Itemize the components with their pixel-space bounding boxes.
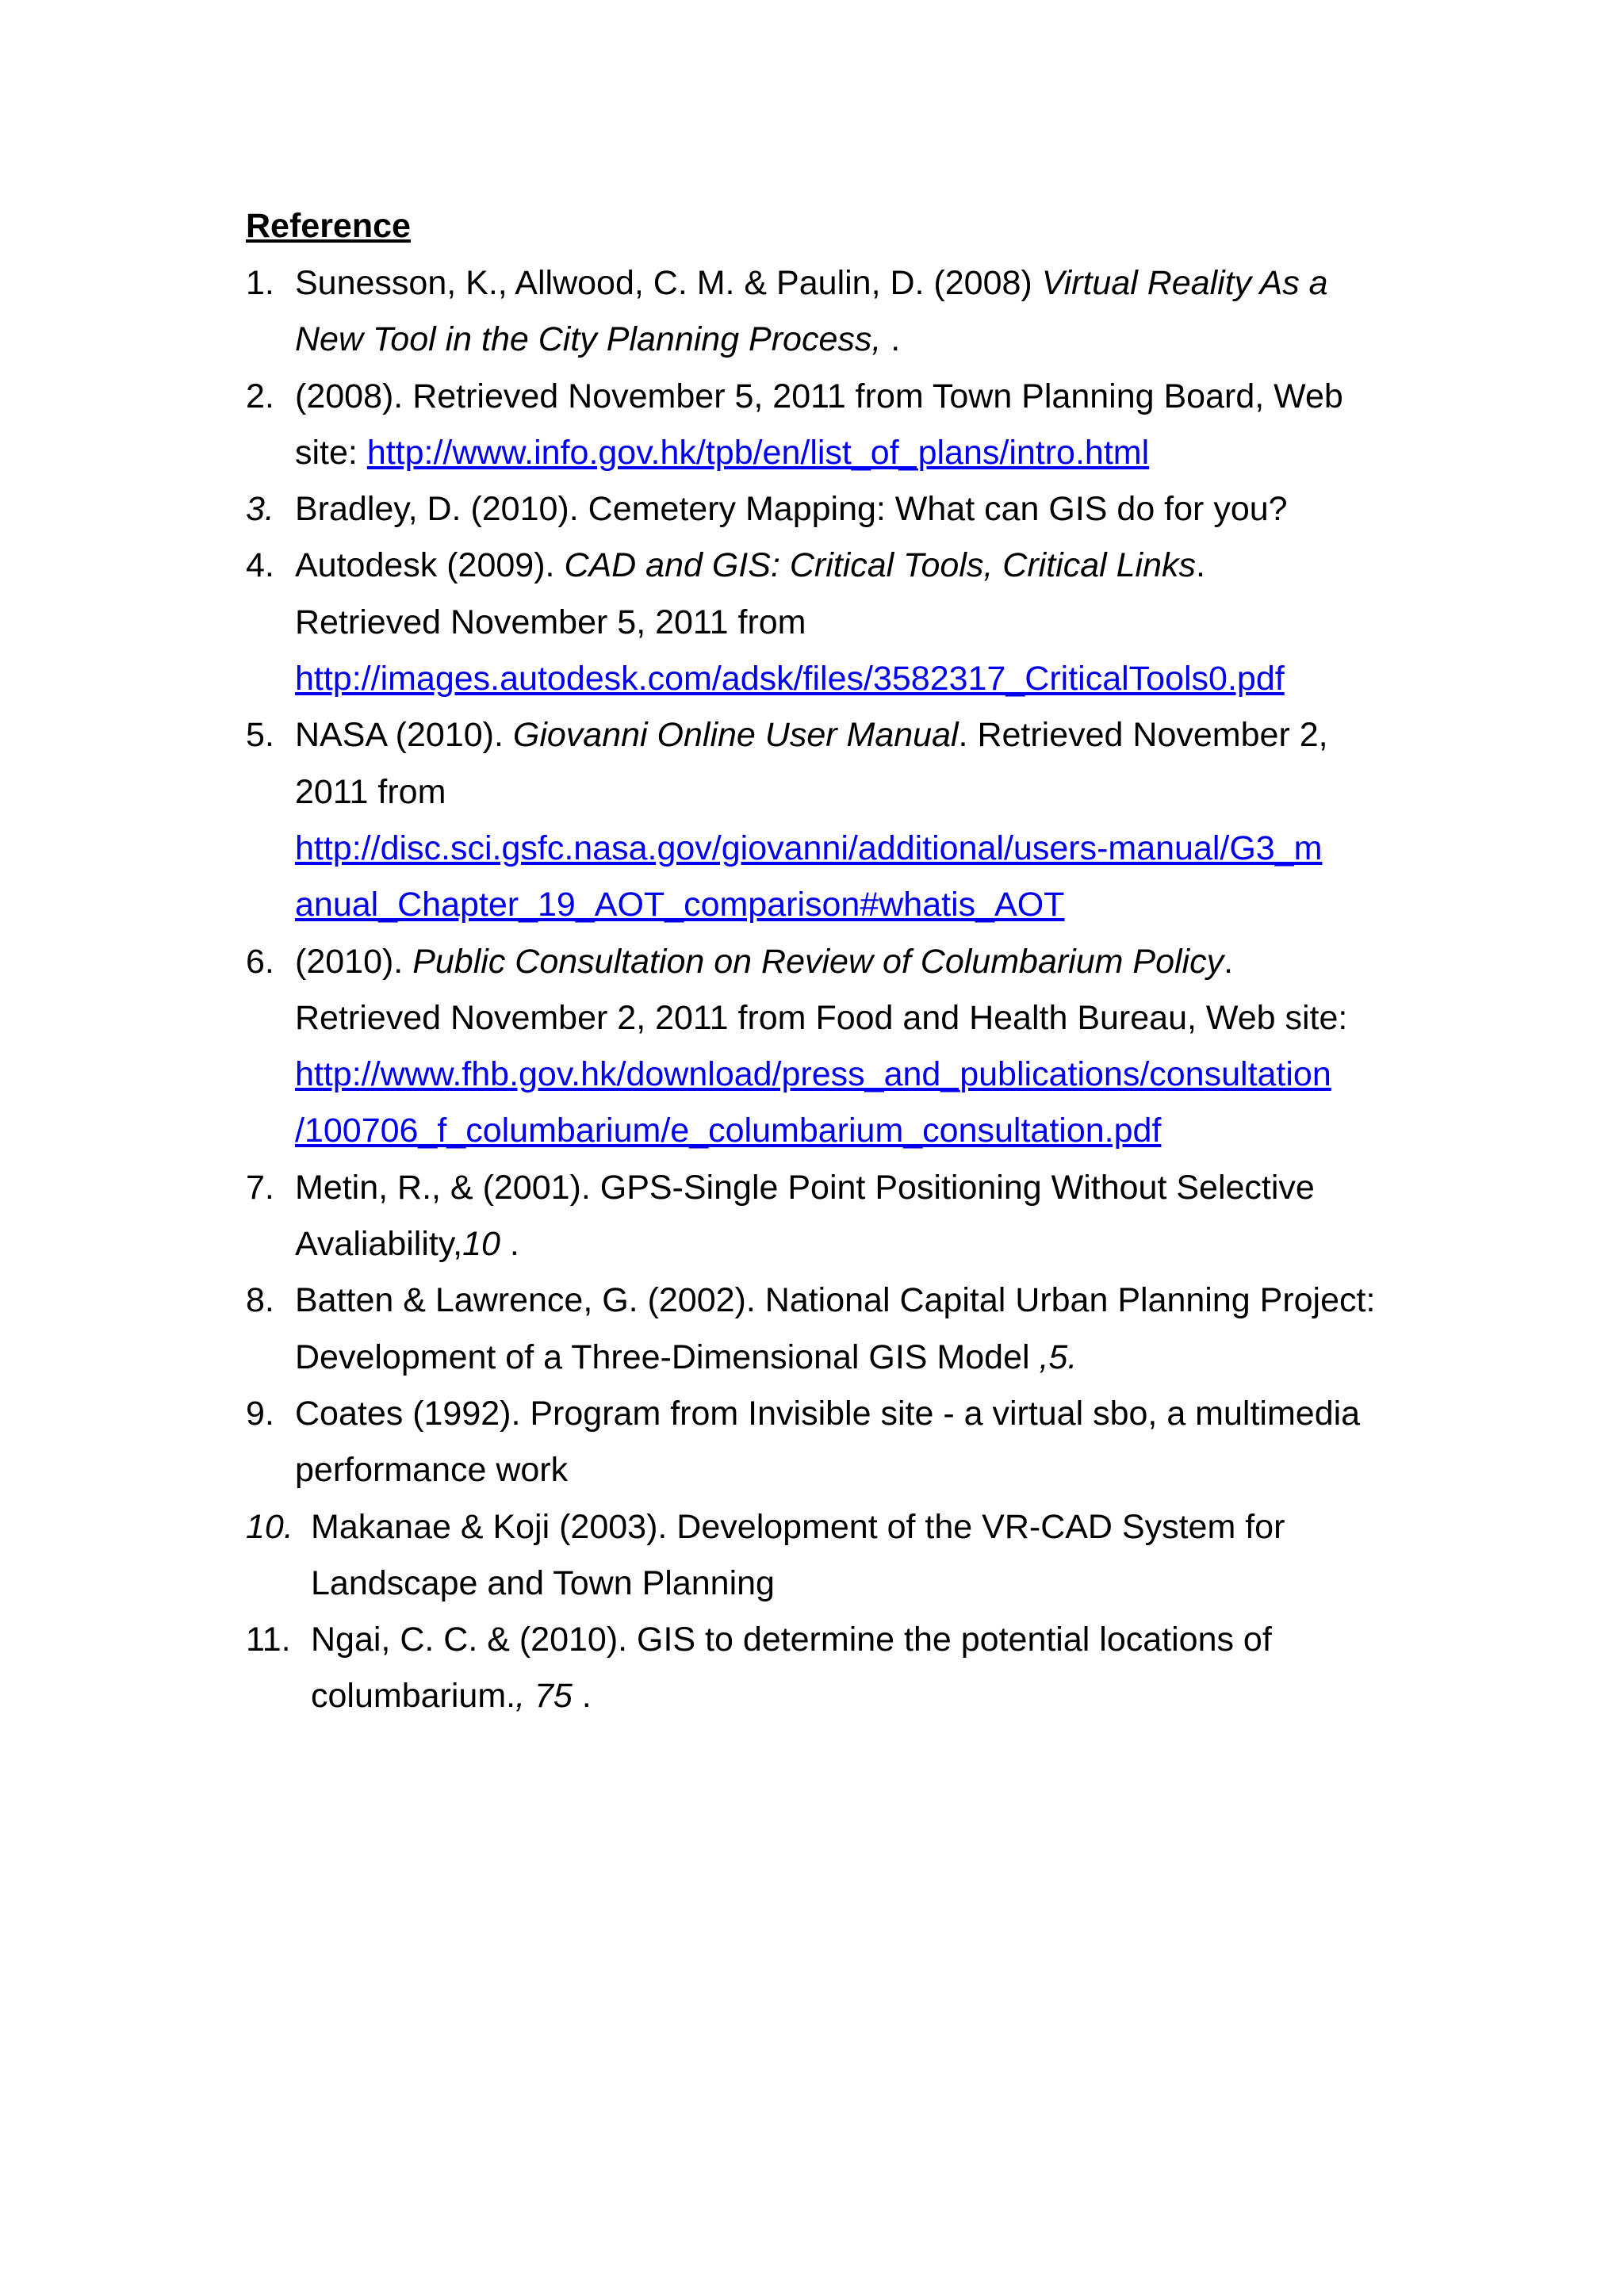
reference-text: Sunesson, K., Allwood, C. M. & Paulin, D. (2008) — [295, 264, 1042, 302]
reference-text: . — [572, 1677, 592, 1716]
reference-number: 10. — [246, 1507, 293, 1546]
reference-item-9 — [246, 1386, 1404, 1499]
reference-item-8 — [246, 1272, 1404, 1386]
reference-item-11 — [246, 1612, 1404, 1725]
reference-title: Giovanni Online User Manual — [512, 716, 959, 755]
reference-volume: ,5. — [1039, 1337, 1078, 1376]
reference-link[interactable]: http://www.fhb.gov.hk/download/press_and_publications/consultation — [295, 1055, 1331, 1094]
reference-number: 11. — [246, 1621, 291, 1659]
reference-link[interactable]: http://disc.sci.gsfc.nasa.gov/giovanni/additional/users-manual/G3_m — [295, 828, 1323, 867]
reference-volume: 10 — [462, 1225, 500, 1264]
reference-link-continued[interactable]: /100706_f_columbarium/e_columbarium_consultation.pdf — [295, 1112, 1162, 1150]
reference-text: Retrieved November 2, 2011 from Food and Health Bureau, Web site: — [295, 998, 1348, 1037]
reference-text: . — [500, 1225, 519, 1264]
reference-number: 6. — [246, 942, 274, 981]
reference-number: 2. — [246, 377, 274, 415]
reference-number: 1. — [246, 264, 274, 302]
reference-number: 4. — [246, 546, 274, 585]
reference-text: Batten & Lawrence, G. (2002). National Capital Urban Planning Project: Development of a Three-Dimensional GIS Model — [295, 1281, 1376, 1376]
reference-number: 9. — [246, 1394, 274, 1433]
reference-item-2 — [246, 369, 1404, 482]
reference-text: Coates (1992). Program from Invisible site - a virtual sbo, a multimedia performance work — [295, 1394, 1361, 1490]
reference-text: . — [1224, 942, 1234, 981]
reference-link-continued[interactable]: anual_Chapter_19_AOT_comparison#whatis_AOT — [295, 886, 1065, 924]
reference-text: Ngai, C. C. & (2010). GIS to determine the potential locations of columbarium. — [311, 1621, 1272, 1716]
reference-title: CAD and GIS: Critical Tools, Critical Links — [564, 546, 1196, 585]
reference-number: 3. — [246, 490, 274, 529]
reference-link[interactable]: http://www.info.gov.hk/tpb/en/list_of_plans/intro.html — [366, 433, 1150, 472]
reference-list — [246, 255, 1404, 1725]
reference-text: Metin, R., & (2001). GPS-Single Point Positioning Without Selective Avaliability, — [295, 1168, 1315, 1264]
reference-text: Autodesk (2009). — [295, 546, 565, 585]
reference-text: Makanae & Koji (2003). Development of the VR-CAD System for Landscape and Town Planning — [311, 1507, 1285, 1602]
reference-text: Retrieved November 5, 2011 from — [295, 603, 806, 641]
reference-item-1 — [246, 255, 1404, 369]
reference-text: (2010). — [295, 942, 413, 981]
reference-text: . — [1196, 546, 1205, 585]
reference-item-7 — [246, 1160, 1404, 1273]
reference-volume: , 75 — [515, 1677, 573, 1716]
reference-title: Virtual Reality As a New Tool in the City Planning Process, — [295, 264, 1328, 359]
reference-text: Bradley, D. (2010). Cemetery Mapping: What can GIS do for you? — [295, 490, 1288, 529]
reference-number: 7. — [246, 1168, 274, 1207]
reference-item-4 — [246, 538, 1404, 707]
reference-text: (2008). Retrieved November 5, 2011 from Town Planning Board, Web site: — [295, 377, 1343, 472]
reference-number: 8. — [246, 1281, 274, 1320]
reference-heading: Reference — [246, 207, 411, 245]
reference-item-10 — [246, 1499, 1404, 1613]
reference-title: Public Consultation on Review of Columbarium Policy — [412, 942, 1224, 981]
reference-number: 5. — [246, 716, 274, 755]
reference-text: . Retrieved November 2, 2011 from — [295, 716, 1328, 811]
reference-text: NASA (2010). — [295, 716, 513, 755]
reference-item-3 — [246, 481, 1404, 538]
reference-item-5 — [246, 707, 1404, 933]
reference-link[interactable]: http://images.autodesk.com/adsk/files/3582317_CriticalTools0.pdf — [295, 660, 1285, 698]
reference-item-6 — [246, 934, 1404, 1160]
reference-text: . — [881, 320, 901, 359]
